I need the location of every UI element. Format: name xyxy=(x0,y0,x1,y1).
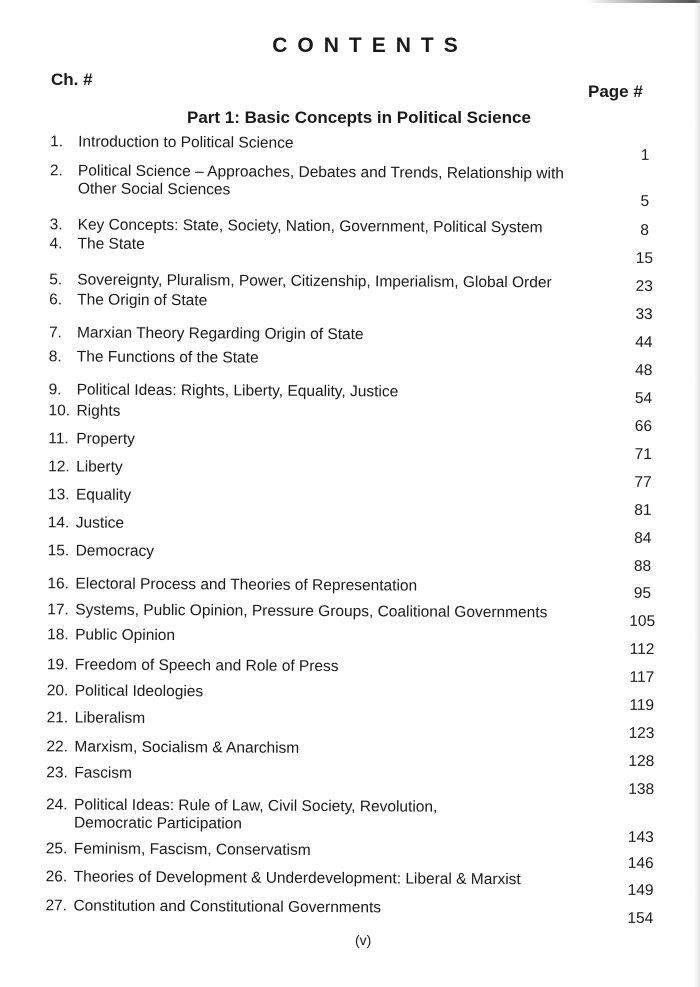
page-number: 138 xyxy=(628,780,655,799)
chapter-number: 1. xyxy=(50,133,64,151)
chapter-title: Democracy xyxy=(75,542,155,560)
chapter-title: Fascism xyxy=(74,764,133,782)
page-number: 119 xyxy=(629,696,655,715)
chapter-number: 20. xyxy=(46,682,69,700)
chapter-title: Constitution and Constitutional Governments xyxy=(73,897,382,917)
chapter-number: 18. xyxy=(47,626,69,644)
page-number: 88 xyxy=(633,557,652,575)
page-number: 23 xyxy=(635,277,653,295)
page-number: 95 xyxy=(633,584,652,602)
chapter-number: 16. xyxy=(47,575,70,593)
chapter-title: Theories of Development & Underdevelopment: Liberal & Marxist xyxy=(73,868,521,889)
page-number: 84 xyxy=(634,529,652,547)
chapter-title: Introduction to Political Science xyxy=(78,133,294,152)
page-number: 5 xyxy=(640,192,650,210)
chapter-title: Property xyxy=(76,430,135,448)
footer-page-number: (v) xyxy=(355,932,372,948)
page-number: 48 xyxy=(635,361,653,379)
page-number: 15 xyxy=(635,249,654,267)
scan-edge-shadow xyxy=(585,0,700,3)
chapter-number: 5. xyxy=(49,271,63,289)
page-title: CONTENTS xyxy=(272,34,468,57)
chapter-title: Feminism, Fascism, Conservatism xyxy=(73,840,311,859)
chapter-number: 22. xyxy=(46,738,69,756)
page-number: 1 xyxy=(640,146,650,164)
page-number: 33 xyxy=(635,305,653,323)
chapter-title: Democratic Participation xyxy=(73,814,243,833)
scan-right-shade xyxy=(694,0,700,987)
chapter-title: Political Ideologies xyxy=(74,682,204,701)
chapter-title: Marxian Theory Regarding Origin of State xyxy=(76,324,364,344)
chapter-number: 24. xyxy=(46,796,68,814)
page-number: 66 xyxy=(634,417,653,435)
chapter-title: Political Ideas: Rights, Liberty, Equality, Justice xyxy=(76,381,399,401)
chapter-title: The Origin of State xyxy=(77,291,208,310)
page-number: 77 xyxy=(634,473,652,491)
page-number: 143 xyxy=(627,828,654,847)
chapter-number: 21. xyxy=(46,709,69,727)
chapter-number: 7. xyxy=(48,324,62,342)
chapter-title: Systems, Public Opinion, Pressure Groups, Coalitional Governments xyxy=(75,601,548,622)
chapter-number: 25. xyxy=(45,840,68,858)
chapter-title: Public Opinion xyxy=(75,626,176,645)
chapter-number: 3. xyxy=(49,216,63,234)
chapter-number: 8. xyxy=(48,348,62,366)
chapter-title: Rights xyxy=(76,402,121,420)
page-number: 81 xyxy=(634,501,652,519)
chapter-title: Liberty xyxy=(76,458,123,476)
chapter-title: The State xyxy=(77,235,145,253)
chapter-title: Justice xyxy=(75,514,125,532)
page-number: 117 xyxy=(629,668,655,687)
chapter-title: Political Ideas: Rule of Law, Civil Society, Revolution, xyxy=(74,796,438,816)
chapter-title: Electoral Process and Theories of Representation xyxy=(75,575,418,595)
page-number: 149 xyxy=(627,881,654,900)
chapter-number: 12. xyxy=(48,458,70,476)
chapter-title: Liberalism xyxy=(74,709,146,727)
chapter-number: 10. xyxy=(48,402,71,420)
chapter-title: Political Science – Approaches, Debates and Trends, Relationship with xyxy=(77,162,564,183)
part-title: Part 1: Basic Concepts in Political Science xyxy=(187,108,531,127)
chapter-title: Marxism, Socialism & Anarchism xyxy=(74,738,300,757)
chapter-title: The Functions of the State xyxy=(76,348,259,367)
chapter-number: 2. xyxy=(49,162,63,180)
chapter-number: 26. xyxy=(45,868,68,886)
chapter-number: 11. xyxy=(48,430,69,448)
page-number: 105 xyxy=(629,612,656,631)
chapter-number: 14. xyxy=(47,514,70,532)
page-number: 54 xyxy=(634,389,653,407)
chapter-number: 23. xyxy=(46,764,68,782)
page-number: 112 xyxy=(629,640,655,659)
page-column-header: Page # xyxy=(588,82,643,101)
chapter-number: 15. xyxy=(47,542,70,560)
page-number: 154 xyxy=(627,909,654,928)
chapter-number: 9. xyxy=(48,381,62,399)
chapter-title: Other Social Sciences xyxy=(77,180,231,199)
chapter-number: 4. xyxy=(49,235,63,253)
chapter-column-header: Ch. # xyxy=(51,70,93,89)
chapter-number: 27. xyxy=(45,897,68,915)
chapter-title: Freedom of Speech and Role of Press xyxy=(74,656,339,676)
chapter-number: 19. xyxy=(46,656,69,674)
chapter-number: 17. xyxy=(47,601,69,619)
page-number: 128 xyxy=(628,752,655,771)
chapter-number: 13. xyxy=(47,486,70,504)
page-number: 44 xyxy=(635,333,653,351)
page-number: 146 xyxy=(627,854,654,873)
page-number: 8 xyxy=(640,221,649,239)
chapter-title: Sovereignty, Pluralism, Power, Citizenship, Imperialism, Global Order xyxy=(77,271,552,292)
page-number: 71 xyxy=(634,445,652,463)
page-number: 123 xyxy=(628,724,655,743)
chapter-title: Equality xyxy=(75,486,132,504)
chapter-number: 6. xyxy=(49,291,63,309)
chapter-title: Key Concepts: State, Society, Nation, Government, Political System xyxy=(77,216,543,237)
